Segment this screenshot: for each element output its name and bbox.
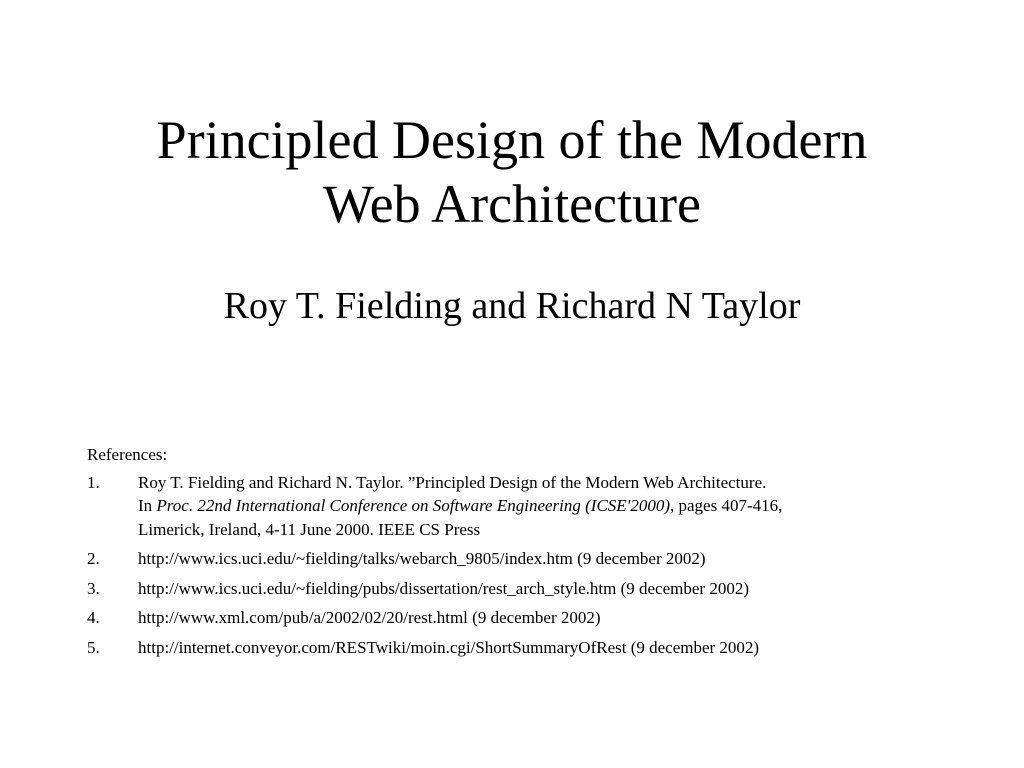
slide-title [40, 108, 984, 236]
reference-text-line: Roy T. Fielding and Richard N. Taylor. ”Principled Design of the Modern Web Architecture. [138, 472, 767, 492]
reference-text: http://internet.conveyor.com/RESTwiki/moin.cgi/ShortSummaryOfRest (9 december 2002) [138, 637, 760, 657]
reference-item [87, 547, 987, 571]
reference-item [87, 636, 987, 660]
reference-number: 2. [87, 549, 100, 568]
reference-text: http://www.ics.uci.edu/~fielding/pubs/dissertation/rest_arch_style.htm (9 december 2002) [138, 578, 749, 598]
reference-item [87, 577, 987, 601]
reference-number: 1. [87, 472, 100, 492]
reference-text-prefix: In [138, 496, 157, 515]
reference-text [138, 471, 987, 542]
reference-text: http://www.xml.com/pub/a/2002/02/20/rest.html (9 december 2002) [138, 608, 601, 627]
reference-venue: Proc. 22nd International Conference on Software Engineering (ICSE'2000) [156, 496, 670, 515]
references-section [87, 443, 987, 665]
reference-item [87, 471, 987, 542]
slide-title-line: Principled Design of the Modern [156, 110, 868, 170]
reference-text-suffix: , pages 407-416, [669, 496, 783, 515]
reference-number: 4. [87, 608, 100, 627]
reference-text: http://www.ics.uci.edu/~fielding/talks/webarch_9805/index.htm (9 december 2002) [138, 549, 706, 568]
reference-number: 5. [87, 637, 100, 657]
slide-title-line: Web Architecture [323, 174, 701, 234]
reference-number: 3. [87, 578, 100, 598]
reference-text-line [138, 494, 987, 518]
reference-text-line: Limerick, Ireland, 4-11 June 2000. IEEE CS Press [138, 519, 481, 539]
reference-item [87, 606, 987, 630]
slide-authors: Roy T. Fielding and Richard N Taylor [223, 285, 801, 327]
references-heading: References: [87, 445, 168, 464]
